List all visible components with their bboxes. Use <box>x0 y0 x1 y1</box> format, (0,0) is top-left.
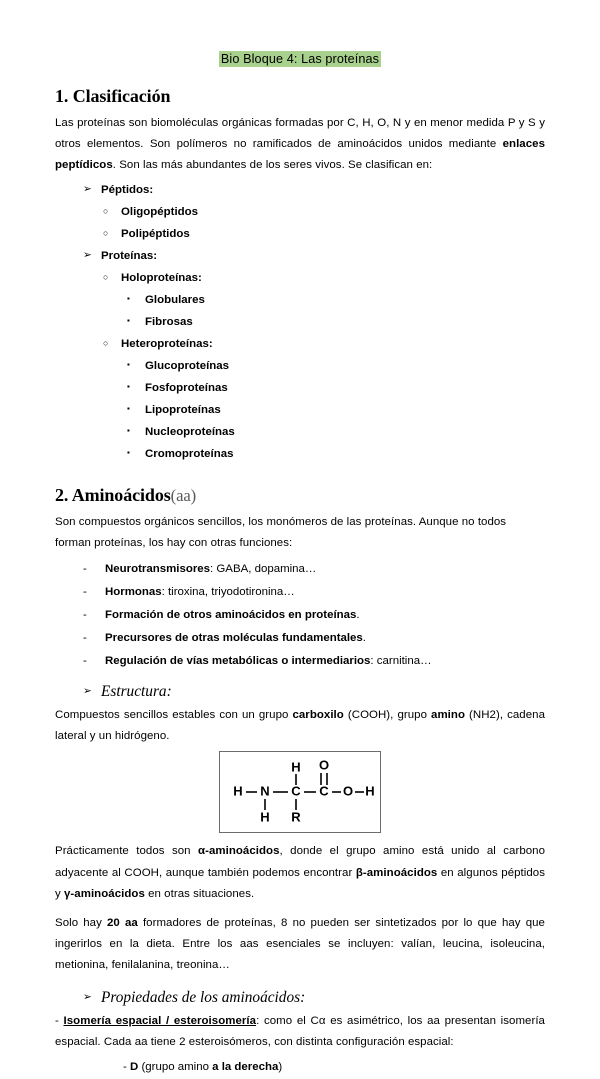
list-item-fibrosas <box>127 311 545 333</box>
list-item-label: Nucleoproteínas <box>145 425 235 438</box>
list-item-label: Cromoproteínas <box>145 447 234 460</box>
document-content <box>55 50 545 1079</box>
circle-bullet-icon: ○ <box>103 271 109 282</box>
estructura-bold-amino: amino <box>431 708 466 721</box>
amino-acid-structure-figure-wrapper <box>55 751 545 833</box>
list-item-label: Holoproteínas: <box>121 271 202 284</box>
list-item-heteroproteinas <box>103 333 545 355</box>
function-detail: : GABA, dopamina… <box>210 563 317 576</box>
document-title-row <box>55 50 545 68</box>
isomeria-paragraph <box>55 1011 545 1053</box>
list-item-fosfoproteinas <box>127 377 545 399</box>
section-2-intro-paragraph: Son compuestos orgánicos sencillos, los monómeros de las proteínas. Aunque no todos forman proteínas, los hay con otras funciones: <box>55 515 507 550</box>
function-label: Hormonas <box>105 586 162 599</box>
arrow-bullet-icon: ➢ <box>83 990 92 1003</box>
function-detail: : carnitina… <box>370 654 432 667</box>
list-item-label: Glucoproteínas <box>145 359 230 372</box>
dash-bullet-icon: - <box>83 632 87 645</box>
d-item-rest-b: ) <box>278 1060 283 1073</box>
function-label: Neurotransmisores <box>105 563 211 576</box>
section-2-heading <box>55 485 545 506</box>
section-1-intro-paragraph <box>55 113 545 177</box>
atom-label-h-above-c: H <box>291 759 301 775</box>
amino-acid-molecule-svg <box>220 752 378 830</box>
square-bullet-icon: ▪ <box>127 403 130 413</box>
proteinas-sublist-holoproteinas <box>55 267 545 289</box>
function-detail: . <box>362 632 366 645</box>
proteinas-sublist-heteroproteinas <box>55 333 545 355</box>
alpha-text-4: en otras situaciones. <box>144 887 255 900</box>
aminoacid-functions-list <box>55 558 545 673</box>
function-label: Precursores de otras moléculas fundamentales <box>105 632 363 645</box>
list-item-oligopeptidos <box>103 201 545 223</box>
alpha-text-3: en algunos péptidos y <box>55 866 545 900</box>
propiedades-heading-label: Propiedades de los aminoácidos: <box>101 988 306 1006</box>
circle-bullet-icon: ○ <box>103 337 109 348</box>
list-item-label: Proteínas: <box>101 249 158 262</box>
d-item-rest-bold: a la derecha <box>212 1060 279 1073</box>
square-bullet-icon: ▪ <box>127 425 130 435</box>
alpha-bold-2: β-aminoácidos <box>355 866 438 879</box>
list-item-precursores <box>83 627 545 650</box>
estructura-heading <box>83 683 545 701</box>
list-item-label: Fibrosas <box>145 315 193 328</box>
square-bullet-icon: ▪ <box>127 315 130 325</box>
estructura-text-b: (COOH), grupo <box>343 708 432 721</box>
peptidos-sublist <box>55 201 545 245</box>
d-item-rest-a: (grupo amino <box>138 1060 213 1073</box>
list-item-proteinas <box>83 245 545 267</box>
list-item-neurotransmisores <box>83 558 545 581</box>
circle-bullet-icon: ○ <box>103 227 109 238</box>
propiedades-heading <box>83 989 545 1007</box>
dash-bullet-icon: - <box>83 563 87 576</box>
solo-text-1: Solo hay <box>55 916 107 929</box>
section-2-heading-sub: (aa) <box>170 485 197 505</box>
estructura-heading-label: Estructura: <box>101 682 172 700</box>
classification-list-level-1 <box>55 179 545 201</box>
atom-label-h-right: H <box>365 783 375 799</box>
list-item-nucleoproteinas <box>127 421 545 443</box>
list-item-peptidos <box>83 179 545 201</box>
list-item-glucoproteinas <box>127 355 545 377</box>
alpha-text-2: , donde el grupo amino está unido al carbono adyacente al COOH, aunque también podemos encontrar <box>55 845 546 879</box>
arrow-bullet-icon: ➢ <box>83 248 92 261</box>
list-item-label: Lipoproteínas <box>145 403 221 416</box>
atom-label-o-hydroxyl: O <box>342 783 354 799</box>
estructura-text-a: Compuestos sencillos estables con un grupo <box>55 708 293 721</box>
function-label: Formación de otros aminoácidos en proteínas <box>105 609 357 622</box>
document-title: Bio Bloque 4: Las proteínas <box>220 52 380 66</box>
arrow-bullet-icon: ➢ <box>83 684 92 697</box>
square-bullet-icon: ▪ <box>127 359 130 369</box>
intro-text-part-2: . Son las más abundantes de los seres vivos. Se clasifican en: <box>112 159 433 172</box>
function-label: Regulación de vías metabólicas o intermediarios <box>105 654 371 667</box>
classification-list-level-1-proteinas <box>55 245 545 267</box>
list-item-label: Globulares <box>145 293 205 306</box>
alpha-bold-1: α-aminoácidos <box>197 845 280 858</box>
circle-bullet-icon: ○ <box>103 205 109 216</box>
list-item-lipoproteinas <box>127 399 545 421</box>
list-item-polipeptidos <box>103 223 545 245</box>
d-item-letter: D <box>130 1060 139 1073</box>
list-item-label: Heteroproteínas: <box>121 337 213 350</box>
atom-label-c-alpha: C <box>291 783 301 799</box>
d-item-dash: - <box>123 1060 130 1073</box>
function-detail: : tiroxina, triyodotironina… <box>161 586 295 599</box>
solo-text-2: formadores de proteínas, 8 no pueden ser sintetizados por lo que hay que ingerirlos en la dieta. Entre los aas esenciales se incluyen: valían, leucina, isoleucina, metionina, fenilalanina, treonina… <box>55 916 545 972</box>
list-item-globulares <box>127 289 545 311</box>
atom-label-h-left: H <box>233 783 243 799</box>
atom-label-n: N <box>260 783 270 799</box>
atom-label-h-below-n: H <box>260 809 270 825</box>
estructura-bold-carboxilo: carboxilo <box>292 708 344 721</box>
alpha-bold-3: γ-aminoácidos <box>64 887 145 900</box>
list-item-label: Polipéptidos <box>121 227 190 240</box>
dash-bullet-icon: - <box>83 586 87 599</box>
list-item-regulacion <box>83 650 545 673</box>
isomeria-rest: : como el Cα es asimétrico, los aa presentan isomería espacial. Cada aa tiene 2 esteroisómeros, con distinta configuración espacial: <box>55 1014 545 1048</box>
heteroproteinas-sublist <box>79 355 545 465</box>
estructura-text-c: (NH2), cadena lateral y un hidrógeno. <box>55 708 545 743</box>
solo-hay-20-paragraph <box>55 913 545 977</box>
intro-bold-enlaces-peptidicos: enlaces peptídicos <box>55 138 545 172</box>
list-item-hormonas <box>83 581 545 604</box>
dash-bullet-icon: - <box>83 609 87 622</box>
atom-label-c-carboxyl: C <box>319 783 329 799</box>
list-item-formacion <box>83 604 545 627</box>
alpha-aminoacidos-paragraph <box>55 841 545 905</box>
list-item-cromoproteinas <box>127 443 545 465</box>
arrow-bullet-icon: ➢ <box>83 182 92 195</box>
isomeria-dash: - <box>55 1014 64 1027</box>
atom-label-o-carbonyl: O <box>318 757 330 773</box>
square-bullet-icon: ▪ <box>127 293 130 303</box>
square-bullet-icon: ▪ <box>127 381 130 391</box>
section-2-heading-main: 2. Aminoácidos <box>55 484 171 505</box>
holoproteinas-sublist <box>79 289 545 333</box>
amino-acid-structure-diagram <box>219 751 381 833</box>
list-item-label: Fosfoproteínas <box>145 381 228 394</box>
list-item-holoproteinas <box>103 267 545 289</box>
isomero-d-item <box>123 1057 545 1079</box>
dash-bullet-icon: - <box>83 654 87 667</box>
atom-label-r-group: R <box>291 809 301 825</box>
intro-text-part-1: Las proteínas son biomoléculas orgánicas formadas por C, H, O, N y en menor medida P y S y otros elementos. Son polímeros no ramificados de aminoácidos unidos mediante <box>55 117 545 151</box>
alpha-text-1: Prácticamente todos son <box>55 845 198 858</box>
list-item-label: Péptidos: <box>101 183 154 196</box>
isomeria-label: Isomería espacial / esteroisomería <box>63 1014 257 1027</box>
function-detail: . <box>356 609 360 622</box>
list-item-label: Oligopéptidos <box>121 205 198 218</box>
section-1-heading: 1. Clasificación <box>55 86 171 106</box>
estructura-paragraph <box>55 705 545 747</box>
square-bullet-icon: ▪ <box>127 447 130 457</box>
solo-bold-20aa: 20 aa <box>107 916 138 929</box>
